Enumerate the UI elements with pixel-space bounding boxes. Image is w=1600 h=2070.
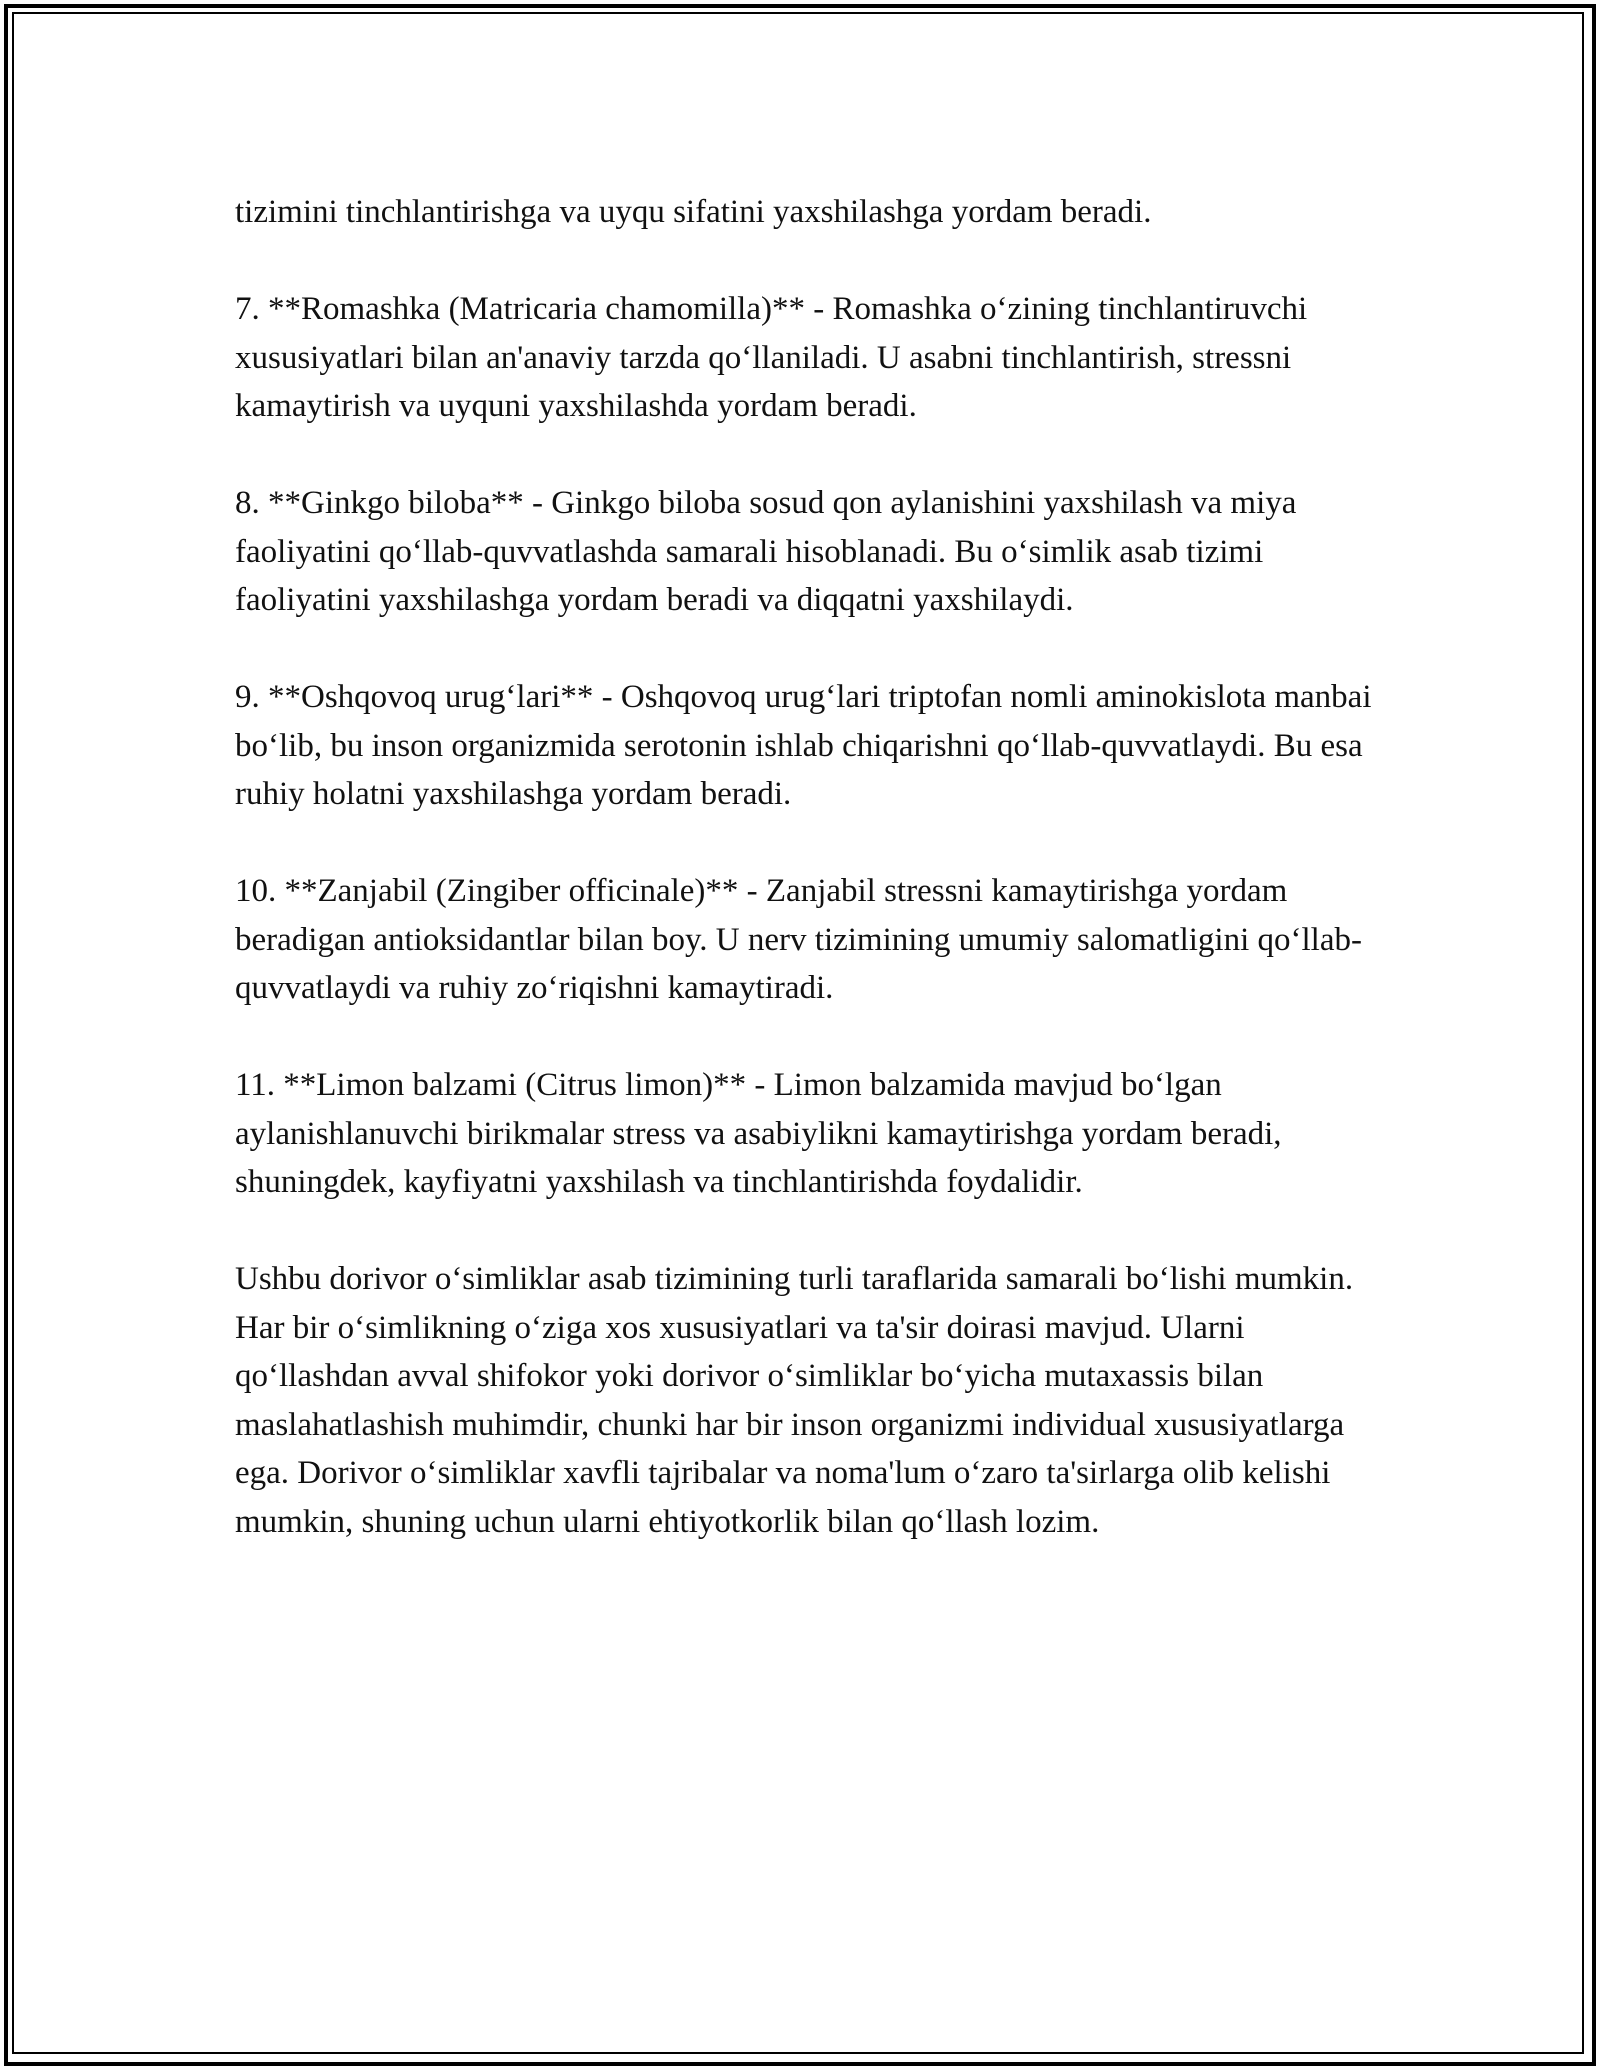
paragraph-item-8-ginkgo: 8. **Ginkgo biloba** - Ginkgo biloba sosud qon aylanishini yaxshilash va miya faoliyatini qo‘llab-quvvatlashda samarali hisoblanadi. Bu o‘simlik asab tizimi faoliyatini yaxshilashga yordam beradi va diqqatni yaxshilaydi. xyxy=(235,485,1297,618)
paragraph-item-9-oshqovoq: 9. **Oshqovoq urug‘lari** - Oshqovoq urug‘lari triptofan nomli aminokislota manbai bo‘lib, bu inson organizmida serotonin ishlab chiqarishni qo‘llab-quvvatlaydi. Bu esa ruhiy holatni yaxshilashga yordam beradi. xyxy=(235,679,1372,812)
paragraph-continuation: tizimini tinchlantirishga va uyqu sifatini yaxshilashga yordam beradi. xyxy=(235,194,1152,230)
document-body xyxy=(235,188,1375,1595)
paragraph-item-11-limon: 11. **Limon balzami (Citrus limon)** - Limon balzamida mavjud bo‘lgan aylanishlanuvchi birikmalar stress va asabiylikni kamaytirishga yordam beradi, shuningdek, kayfiyatni yaxshilash va tinchlantirishda foydalidir. xyxy=(235,1067,1282,1200)
paragraph-item-10-zanjabil: 10. **Zanjabil (Zingiber officinale)** - Zanjabil stressni kamaytirishga yordam beradigan antioksidantlar bilan boy. U nerv tizimining umumiy salomatligini qo‘llab-quvvatlaydi va ruhiy zo‘riqishni kamaytiradi. xyxy=(235,873,1362,1006)
paragraph-conclusion: Ushbu dorivor o‘simliklar asab tizimining turli taraflarida samarali bo‘lishi mumkin. Har bir o‘simlikning o‘ziga xos xususiyatlari va ta'sir doirasi mavjud. Ularni qo‘llashdan avval shifokor yoki dorivor o‘simliklar bo‘yicha mutaxassis bilan maslahatlashish muhimdir, chunki har bir inson organizmi individual xususiyatlarga ega. Dorivor o‘simliklar xavfli tajribalar va noma'lum o‘zaro ta'sirlarga olib kelishi mumkin, shuning uchun ularni ehtiyotkorlik bilan qo‘llash lozim. xyxy=(235,1261,1354,1540)
paragraph-item-7-romashka: 7. **Romashka (Matricaria chamomilla)** - Romashka o‘zining tinchlantiruvchi xususiyatlari bilan an'anaviy tarzda qo‘llaniladi. U asabni tinchlantirish, stressni kamaytirish va uyquni yaxshilashda yordam beradi. xyxy=(235,291,1308,424)
